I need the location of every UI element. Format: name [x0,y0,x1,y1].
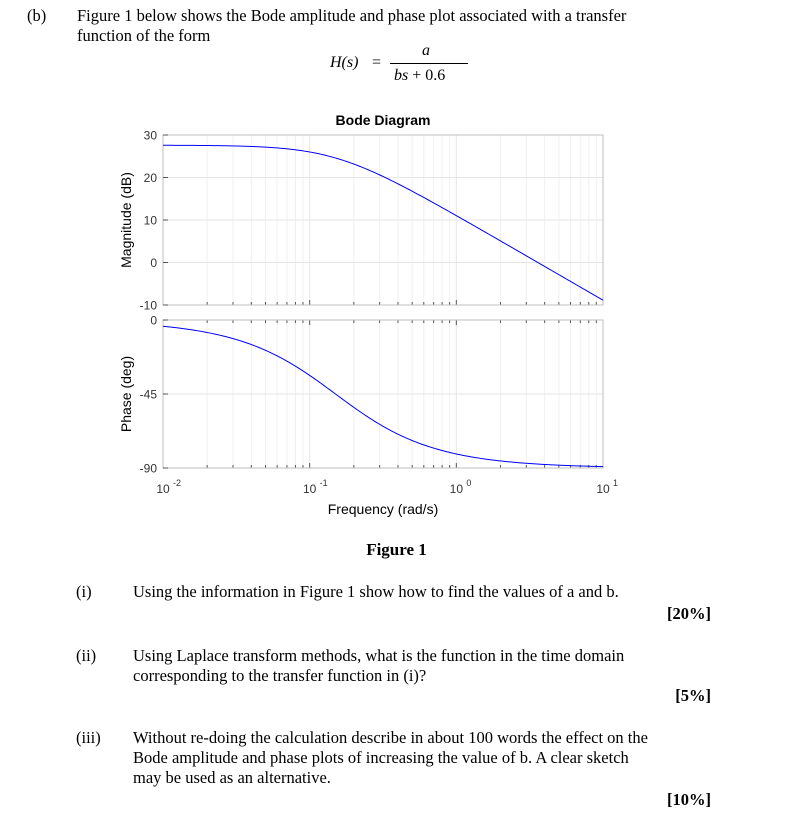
question-iii-line-2: Bode amplitude and phase plots of increasing the value of b. A clear sketch [133,748,629,767]
question-number-i: (i) [76,582,92,601]
question-iii-line-1: Without re-doing the calculation describe in about 100 words the effect on the [133,728,648,747]
magnitude-tick-label: 30 [143,128,157,143]
x-tick-exponent: -2 [173,478,182,488]
question-number-ii: (ii) [76,646,97,665]
question-text-iii [133,728,713,788]
x-tick-base: 10 [302,482,317,496]
question-text-i [133,582,713,602]
chart-title: Bode Diagram [335,112,431,128]
x-tick-exponent: -1 [319,478,328,488]
formula-numerator: a [422,42,430,59]
question-iii-line-3: may be used as an alternative. [133,768,331,787]
figure-caption: Figure 1 [366,540,427,559]
phase-curve [163,326,603,466]
phase-tick-label: -90 [139,461,157,476]
magnitude-curve [163,145,603,300]
x-tick-exponent: 1 [613,478,619,488]
x-tick-label [303,478,328,496]
x-tick-label [156,478,181,496]
phase-tick-label: -45 [139,387,157,402]
magnitude-axis-label: Magnitude (dB) [118,172,134,268]
question-text-ii [133,646,713,686]
magnitude-tick-label: 20 [143,171,157,185]
phase-axis-label: Phase (deg) [118,355,134,433]
magnitude-tick-label: -10 [139,298,157,313]
x-tick-base: 10 [156,482,170,496]
marks-ii: [5%] [675,686,711,705]
part-label: (b) [27,6,47,25]
intro-line-2: function of the form [77,26,211,45]
formula-equals: = [372,54,382,71]
question-ii-line-2: corresponding to the transfer function in (i)? [133,666,427,685]
formula-lhs: H(s) [330,54,359,71]
magnitude-grid [163,135,603,305]
x-tick-base: 10 [449,482,464,496]
question-i-line-1: Using the information in Figure 1 show how to find the values of a and b. [133,582,619,601]
x-tick-labels [156,478,618,496]
marks-iii: [10%] [667,790,711,809]
magnitude-tick-label: 0 [150,256,157,270]
magnitude-y-ticks [140,129,168,313]
intro-line-1: Figure 1 below shows the Bode amplitude and phase plot associated with a transfer [77,6,627,25]
x-tick-label [450,478,472,496]
x-tick-base: 10 [596,482,610,496]
denominator-constant: + 0.6 [408,67,446,84]
phase-grid [163,320,603,468]
x-tick-exponent: 0 [466,478,472,488]
phase-tick-label: 0 [150,313,157,328]
phase-y-ticks [140,314,168,476]
magnitude-tick-label: 10 [143,213,157,228]
question-number-iii: (iii) [76,728,101,747]
denominator-variable: bs [394,67,409,84]
x-tick-label [596,478,618,496]
marks-i: [20%] [667,604,711,623]
question-ii-line-1: Using Laplace transform methods, what is the function in the time domain [133,646,625,665]
x-axis-label: Frequency (rad/s) [327,501,439,517]
